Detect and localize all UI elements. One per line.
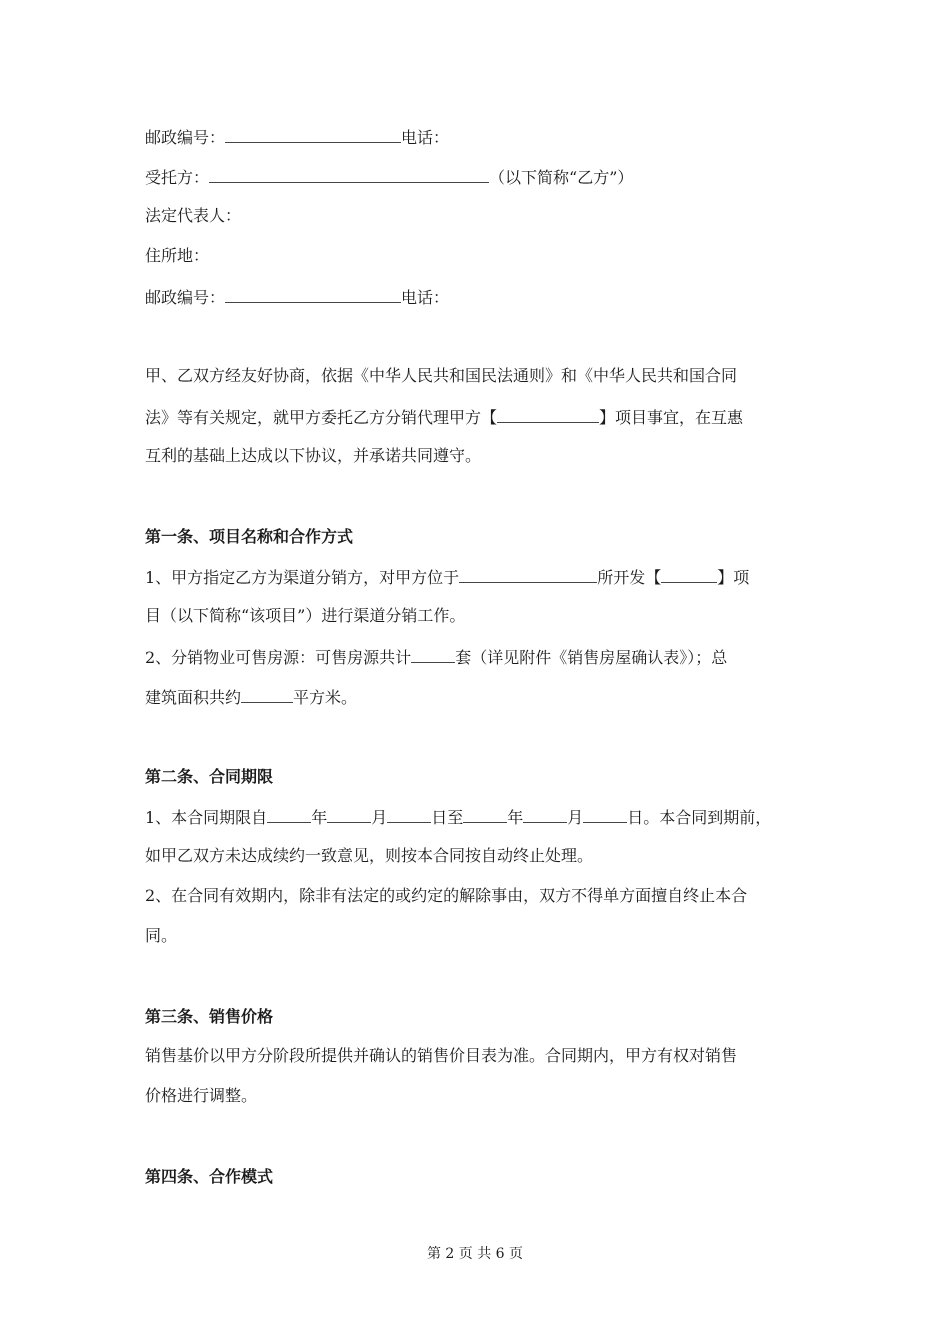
intro-line-1: 甲、乙双方经友好协商，依据《中华人民共和国民法通则》和《中华人民共和国合同 — [145, 366, 738, 385]
legal-rep-line — [145, 204, 241, 228]
clause-text: 建筑面积共约 — [145, 688, 242, 707]
article-3-text-1: 销售基价以甲方分阶段所提供并确认的销售价目表为准。合同期内，甲方有权对销售 — [145, 1046, 738, 1065]
postal-code-blank — [225, 124, 401, 143]
article-3-title: 第三条、销售价格 — [145, 1007, 274, 1026]
intro-line-2 — [145, 404, 743, 430]
article-3-text-2: 价格进行调整。 — [145, 1086, 258, 1105]
clause-text: 】项 — [717, 568, 750, 587]
project-name-blank — [497, 404, 599, 423]
project-blank — [661, 564, 717, 583]
article-1-clause-1-cont: 目（以下简称“该项目”）进行渠道分销工作。 — [145, 606, 466, 625]
clause-text: 1、甲方指定乙方为渠道分销方，对甲方位于 — [145, 568, 460, 587]
article-4-title: 第四条、合作模式 — [145, 1167, 274, 1186]
intro-text: 法》等有关规定，就甲方委托乙方分销代理甲方【 — [145, 408, 498, 427]
clause-text: 日至 — [431, 808, 464, 827]
location-blank — [459, 564, 597, 583]
phone-label: 电话： — [401, 128, 450, 147]
article-2-clause-2: 2、在合同有效期内，除非有法定的或约定的解除事由，双方不得单方面擅自终止本合 — [145, 886, 748, 905]
clause-text: 所开发【 — [597, 568, 662, 587]
clause-text: 平方米。 — [293, 688, 358, 707]
clause-text: 套（详见附件《销售房屋确认表》）；总 — [455, 648, 728, 667]
clause-text: 月 — [567, 808, 584, 827]
trustee-suffix: （以下简称“乙方”） — [489, 168, 634, 187]
legal-rep-label: 法定代表人： — [145, 206, 242, 225]
address-label: 住所地： — [145, 246, 210, 265]
clause-text: 2、分销物业可售房源：可售房源共计 — [145, 648, 412, 667]
postal-code-line-2 — [145, 284, 449, 310]
phone-label: 电话： — [401, 288, 450, 307]
area-blank — [241, 684, 293, 703]
clause-text: 1、本合同期限自 — [145, 808, 268, 827]
page-number: 第 2 页 共 6 页 — [426, 1246, 524, 1262]
postal-code-label: 邮政编号： — [145, 288, 226, 307]
date-blank — [327, 804, 371, 823]
address-line — [145, 244, 209, 268]
clause-text: 日。本合同到期前， — [627, 808, 772, 827]
article-1-clause-1 — [145, 564, 749, 590]
trustee-label: 受托方： — [145, 168, 210, 187]
date-blank — [463, 804, 507, 823]
article-1-clause-2-cont — [145, 684, 357, 710]
article-1-title: 第一条、项目名称和合作方式 — [145, 527, 354, 546]
clause-text: 年 — [507, 808, 524, 827]
postal-code-line-1 — [145, 124, 449, 150]
intro-line-3: 互利的基础上达成以下协议，并承诺共同遵守。 — [145, 446, 482, 465]
units-blank — [411, 644, 455, 663]
intro-text: 】项目事宜，在互惠 — [599, 408, 744, 427]
article-2-clause-1 — [145, 804, 771, 830]
clause-text: 月 — [371, 808, 388, 827]
date-blank — [523, 804, 567, 823]
article-2-title: 第二条、合同期限 — [145, 767, 274, 786]
article-2-clause-1-cont: 如甲乙双方未达成续约一致意见，则按本合同按自动终止处理。 — [145, 846, 594, 865]
article-2-clause-2-cont: 同。 — [145, 926, 178, 945]
article-1-clause-2 — [145, 644, 727, 670]
date-blank — [387, 804, 431, 823]
clause-text: 年 — [311, 808, 328, 827]
date-blank — [267, 804, 311, 823]
postal-code-label: 邮政编号： — [145, 128, 226, 147]
trustee-line — [145, 164, 633, 190]
trustee-blank — [209, 164, 489, 183]
date-blank — [583, 804, 627, 823]
postal-code-blank — [225, 284, 401, 303]
